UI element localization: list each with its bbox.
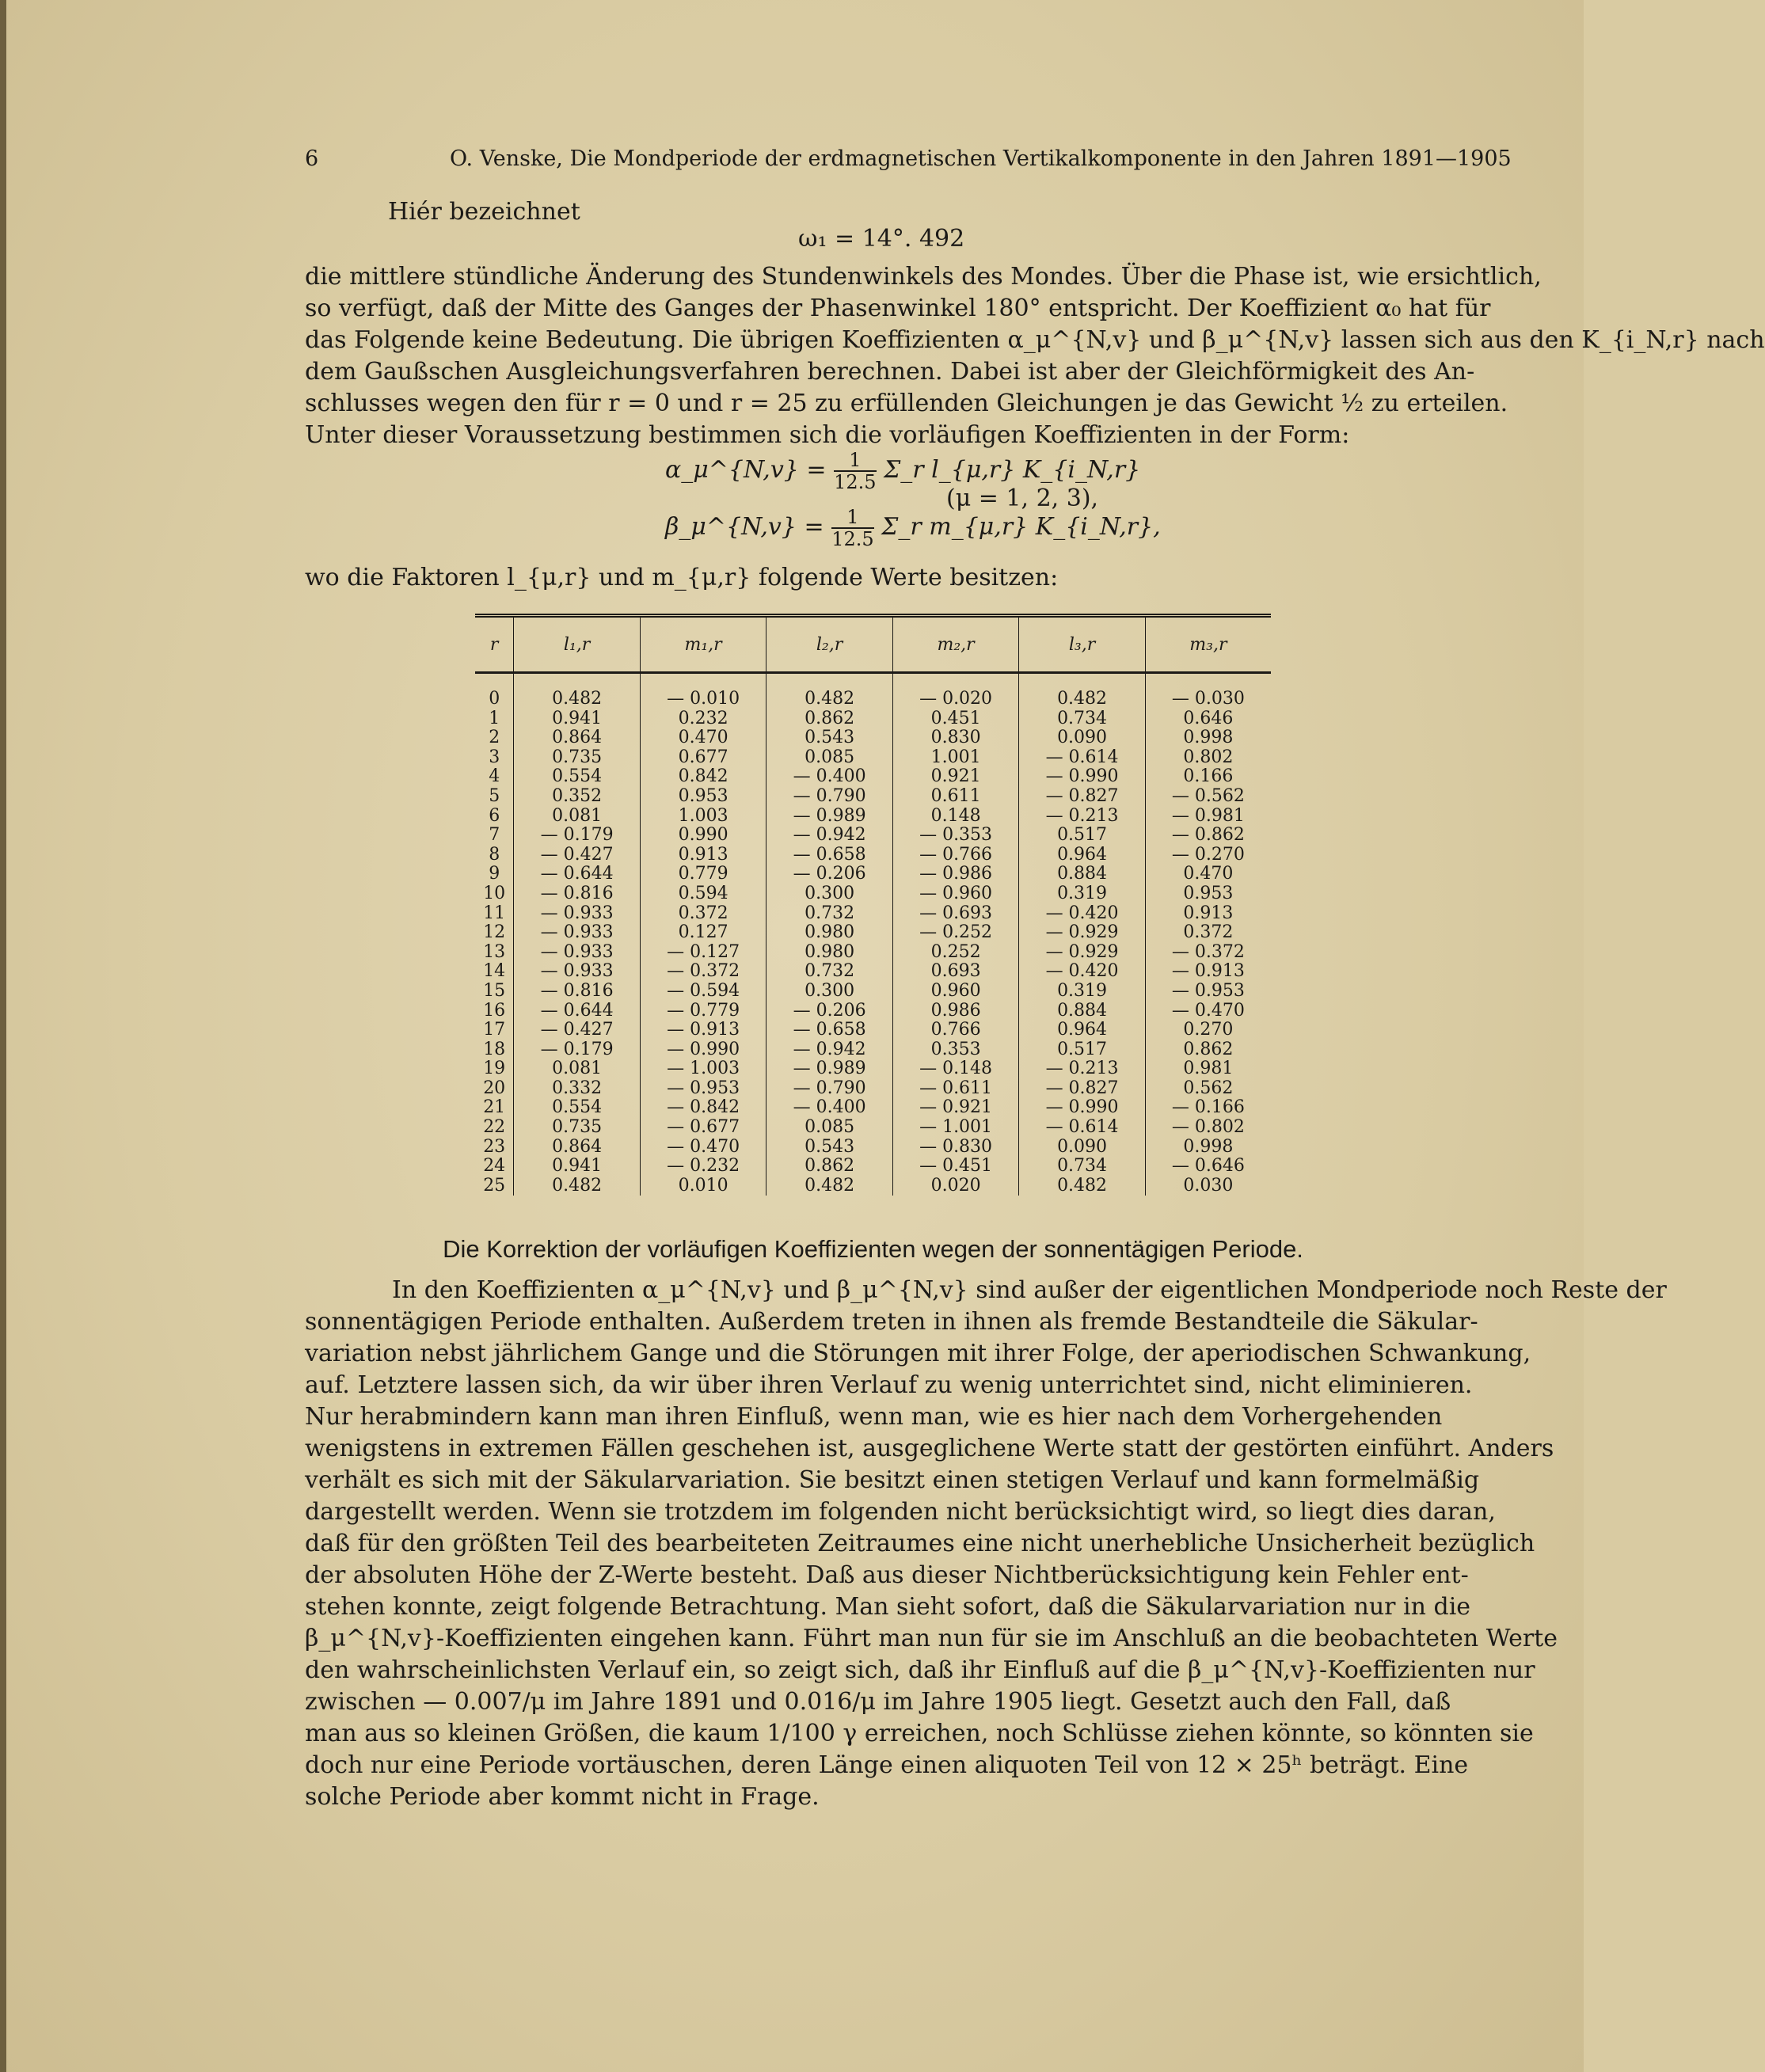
paragraph-2-line: dargestellt werden. Wenn sie trotzdem im folgenden nicht berücksichtigt wird, so liegt dies daran,	[305, 1498, 1496, 1526]
table-row	[475, 673, 1271, 709]
table-row	[475, 1059, 1271, 1079]
table-cell: 0.998	[1145, 1138, 1271, 1158]
table-cell: — 0.644	[514, 1002, 640, 1021]
table-cell: 0.127	[640, 923, 766, 943]
table-cell: 0.998	[1145, 728, 1271, 748]
table-cell: 0.734	[1019, 1157, 1145, 1177]
table-cell: — 0.953	[640, 1079, 766, 1099]
table-row	[475, 748, 1271, 768]
table-cell: — 0.953	[1145, 982, 1271, 1002]
table-cell: — 0.206	[766, 1002, 892, 1021]
table-cell: 0.864	[514, 728, 640, 748]
table-cell: 25	[483, 1175, 506, 1196]
table-row	[475, 865, 1271, 884]
table-row	[475, 846, 1271, 865]
table-cell: — 0.981	[1145, 807, 1271, 827]
table-row	[475, 962, 1271, 982]
table-cell: — 0.179	[514, 1040, 640, 1060]
table-cell: 6	[489, 805, 500, 826]
table-cell: — 0.427	[514, 1021, 640, 1040]
table-cell: 24	[483, 1156, 506, 1177]
table-cell: 5	[489, 785, 500, 806]
alpha-fraction	[834, 450, 876, 492]
table-cell: — 0.989	[766, 807, 892, 827]
table-cell: — 0.594	[640, 982, 766, 1002]
table-row	[475, 1002, 1271, 1021]
table-cell: 0.543	[766, 1138, 892, 1158]
table-cell: 0.554	[514, 1098, 640, 1118]
table-cell: 0.981	[1145, 1059, 1271, 1079]
table-cell: — 0.933	[514, 923, 640, 943]
table-cell: — 1.001	[892, 1118, 1018, 1138]
table-cell: 0.862	[766, 1157, 892, 1177]
table-cell: — 0.658	[766, 1021, 892, 1040]
table-cell: 0.543	[766, 728, 892, 748]
table-cell: 0.913	[640, 846, 766, 865]
table-cell: 13	[483, 941, 506, 962]
beta-formula	[665, 507, 1161, 549]
table-cell: — 0.166	[1145, 1098, 1271, 1118]
table-cell: 14	[483, 961, 506, 982]
table-cell: — 0.353	[892, 826, 1018, 846]
table-cell: — 0.677	[640, 1118, 766, 1138]
paragraph-2-line: der absoluten Höhe der Z-Werte besteht. Daß aus dieser Nichtberücksichtigung kein Fehler ent-	[305, 1561, 1469, 1589]
paragraph-2-line: In den Koeffizienten α_μ^{N,v} und β_μ^{N,v} sind außer der eigentlichen Mondperiode noch Reste der	[392, 1276, 1667, 1304]
table-cell: 0.964	[1019, 1021, 1145, 1040]
table-cell: 0.921	[892, 767, 1018, 787]
table-cell: — 0.020	[892, 673, 1018, 709]
table-cell: 21	[483, 1097, 506, 1118]
table-cell: — 0.427	[514, 846, 640, 865]
running-header	[305, 146, 1512, 178]
table-cell: 0.941	[514, 709, 640, 729]
table-cell: 0.470	[1145, 865, 1271, 884]
table-cell: 0.941	[514, 1157, 640, 1177]
table-cell: 0.735	[514, 748, 640, 768]
table-cell: 0.554	[514, 767, 640, 787]
table-cell: 0.470	[640, 728, 766, 748]
table-cell: — 0.990	[1019, 767, 1145, 787]
table-row	[475, 1138, 1271, 1158]
table-cell: 0.953	[1145, 884, 1271, 904]
table-cell: 17	[483, 1020, 506, 1040]
table-cell: — 0.802	[1145, 1118, 1271, 1138]
paragraph-2-line: zwischen — 0.007/μ im Jahre 1891 und 0.016/μ im Jahre 1905 liegt. Gesetzt auch den Fall, daß	[305, 1688, 1451, 1716]
page-number: 6	[305, 146, 319, 171]
table-header-cell: r	[475, 616, 514, 673]
table-cell: — 0.960	[892, 884, 1018, 904]
table-cell: 0.980	[766, 943, 892, 963]
table-cell: — 0.693	[892, 904, 1018, 924]
table-cell: 1.001	[892, 748, 1018, 768]
table-cell: 20	[483, 1078, 506, 1098]
table-cell: 2	[489, 728, 500, 748]
paragraph-2-line: sonnentägigen Periode enthalten. Außerdem treten in ihnen als fremde Bestandteile die Säkular-	[305, 1308, 1478, 1336]
fraction-denominator: 12.5	[831, 528, 874, 550]
table-cell: — 0.779	[640, 1002, 766, 1021]
table-cell: 0.830	[892, 728, 1018, 748]
table-cell: — 0.646	[1145, 1157, 1271, 1177]
table-cell: 0.353	[892, 1040, 1018, 1060]
table-cell: — 0.372	[640, 962, 766, 982]
paragraph-2-line: daß für den größten Teil des bearbeiteten Zeitraumes eine nicht unerhebliche Unsicherheit bezüglich	[305, 1530, 1535, 1557]
scan-edge	[0, 0, 6, 2072]
table-cell: — 0.252	[892, 923, 1018, 943]
table-cell: 18	[483, 1039, 506, 1059]
paragraph-2-line: verhält es sich mit der Säkularvariation. Sie besitzt einen stetigen Verlauf und kann formelmäßig	[305, 1466, 1480, 1494]
table-cell: 0.766	[892, 1021, 1018, 1040]
table-cell: — 0.942	[766, 826, 892, 846]
table-row	[475, 1021, 1271, 1040]
table-cell: 0.166	[1145, 767, 1271, 787]
paragraph-1-line: so verfügt, daß der Mitte des Ganges der Phasenwinkel 180° entspricht. Der Koeffizient α₀ hat für	[305, 295, 1491, 322]
table-cell: 0.482	[1019, 673, 1145, 709]
table-cell: 0.085	[766, 748, 892, 768]
table-cell: 0.030	[1145, 1177, 1271, 1196]
table-cell: — 1.003	[640, 1059, 766, 1079]
coefficient-table	[475, 614, 1271, 1196]
table-cell: 16	[483, 1000, 506, 1021]
paragraph-2	[305, 1275, 1667, 1813]
table-cell: 0.611	[892, 787, 1018, 807]
table-cell: 0.732	[766, 962, 892, 982]
table-cell: — 0.010	[640, 673, 766, 709]
table-cell: — 0.913	[640, 1021, 766, 1040]
table-header-cell: l₂,r	[766, 616, 892, 673]
table-cell: 0.148	[892, 807, 1018, 827]
table-cell: — 0.990	[1019, 1098, 1145, 1118]
table-cell: — 0.658	[766, 846, 892, 865]
table-cell: 0.081	[514, 807, 640, 827]
table-row	[475, 807, 1271, 827]
table-row	[475, 1118, 1271, 1138]
table-cell: 0.802	[1145, 748, 1271, 768]
table-cell: — 0.989	[766, 1059, 892, 1079]
paragraph-1-line: schlusses wegen den für r = 0 und r = 25 zu erfüllenden Gleichungen je das Gewicht ½ zu erteilen.	[305, 390, 1508, 417]
table-cell: 0.953	[640, 787, 766, 807]
table-cell: 0.913	[1145, 904, 1271, 924]
table-cell: — 0.614	[1019, 1118, 1145, 1138]
table-cell: 0.332	[514, 1079, 640, 1099]
table-cell: 0.646	[1145, 709, 1271, 729]
table-header-cell: l₃,r	[1019, 616, 1145, 673]
table-cell: 10	[483, 883, 506, 903]
table-cell: — 0.942	[766, 1040, 892, 1060]
table-cell: — 0.933	[514, 962, 640, 982]
table-cell: — 0.420	[1019, 962, 1145, 982]
table-cell: 0.990	[640, 826, 766, 846]
paragraph-2-line: man aus so kleinen Größen, die kaum 1/100 γ erreichen, noch Schlüsse ziehen könnte, so könnten sie	[305, 1720, 1534, 1747]
table-cell: — 0.644	[514, 865, 640, 884]
table-cell: 0.884	[1019, 865, 1145, 884]
table-cell: — 0.562	[1145, 787, 1271, 807]
table-cell: 0.451	[892, 709, 1018, 729]
table-cell: 0.010	[640, 1177, 766, 1196]
table-cell: 0.562	[1145, 1079, 1271, 1099]
table-cell: — 0.933	[514, 943, 640, 963]
table-row	[475, 728, 1271, 748]
table-cell: 8	[489, 844, 500, 865]
table-cell: 0.964	[1019, 846, 1145, 865]
table-cell: 22	[483, 1117, 506, 1138]
table-cell: — 0.232	[640, 1157, 766, 1177]
table-row	[475, 1157, 1271, 1177]
table-cell: 15	[483, 980, 506, 1001]
table-row	[475, 923, 1271, 943]
table-cell: 0.677	[640, 748, 766, 768]
table-cell: — 0.470	[1145, 1002, 1271, 1021]
table-cell: 0.482	[514, 673, 640, 709]
fraction-numerator: 1	[834, 450, 876, 472]
table-cell: — 0.842	[640, 1098, 766, 1118]
section-title: Die Korrektion der vorläufigen Koeffizienten wegen der sonnentägigen Periode.	[443, 1235, 1303, 1263]
paragraph-2-line: Nur herabmindern kann man ihren Einfluß, wenn man, wie es hier nach dem Vorhergehenden	[305, 1403, 1443, 1431]
table-cell: 0.300	[766, 982, 892, 1002]
table-cell: — 0.206	[766, 865, 892, 884]
table-cell: 1.003	[640, 807, 766, 827]
table-row	[475, 884, 1271, 904]
table-cell: 0.372	[1145, 923, 1271, 943]
table-cell: 0.884	[1019, 1002, 1145, 1021]
paragraph-1-line: das Folgende keine Bedeutung. Die übrigen Koeffizienten α_μ^{N,v} und β_μ^{N,v} lassen sich aus den K_{i_N,r} nach	[305, 326, 1765, 354]
table-cell: 0.517	[1019, 826, 1145, 846]
paragraph-2-line: wenigstens in extremen Fällen geschehen ist, ausgeglichene Werte statt der gestörten einführt. Anders	[305, 1435, 1554, 1462]
table-intro: wo die Faktoren l_{μ,r} und m_{μ,r} folgende Werte besitzen:	[305, 564, 1059, 591]
alpha-lhs: α_μ^{N,v} =	[665, 456, 827, 484]
table-cell: — 0.213	[1019, 1059, 1145, 1079]
table-row	[475, 943, 1271, 963]
table-cell: — 0.986	[892, 865, 1018, 884]
table-cell: — 0.270	[1145, 846, 1271, 865]
table-cell: 0.960	[892, 982, 1018, 1002]
table-cell: 0.862	[1145, 1040, 1271, 1060]
table-cell: 19	[483, 1059, 506, 1079]
table-cell: 0.482	[514, 1177, 640, 1196]
table-cell: — 0.470	[640, 1138, 766, 1158]
table-row	[475, 1079, 1271, 1099]
table-cell: 0.693	[892, 962, 1018, 982]
paragraph-2-line: β_μ^{N,v}-Koeffizienten eingehen kann. Führt man nun für sie im Anschluß an die beobachteten Werte	[305, 1625, 1558, 1652]
table-cell: — 0.030	[1145, 673, 1271, 709]
table-cell: 0	[489, 689, 500, 709]
table-cell: 0.252	[892, 943, 1018, 963]
table-cell: — 0.830	[892, 1138, 1018, 1158]
table-row	[475, 904, 1271, 924]
table-cell: 0.352	[514, 787, 640, 807]
table-cell: — 0.990	[640, 1040, 766, 1060]
table-cell: 3	[489, 747, 500, 767]
table-cell: 0.020	[892, 1177, 1018, 1196]
table-cell: — 0.766	[892, 846, 1018, 865]
table-cell: 0.986	[892, 1002, 1018, 1021]
paragraph-1-line: die mittlere stündliche Änderung des Stundenwinkels des Mondes. Über die Phase ist, wie ersichtlich,	[305, 263, 1542, 291]
table-cell: 0.319	[1019, 884, 1145, 904]
paragraph-2-line: doch nur eine Periode vortäuschen, deren Länge einen aliquoten Teil von 12 × 25ʰ beträgt. Eine	[305, 1751, 1469, 1779]
table-cell: — 0.913	[1145, 962, 1271, 982]
table-cell: 0.319	[1019, 982, 1145, 1002]
table-row	[475, 1098, 1271, 1118]
table-cell: — 0.862	[1145, 826, 1271, 846]
table-cell: 9	[489, 864, 500, 884]
table-cell: 0.517	[1019, 1040, 1145, 1060]
paragraph-2-line: variation nebst jährlichem Gange und die Störungen mit ihrer Folge, der aperiodischen Schwankung,	[305, 1340, 1531, 1367]
table-cell: — 0.929	[1019, 943, 1145, 963]
table-cell: 0.081	[514, 1059, 640, 1079]
table-cell: — 0.400	[766, 767, 892, 787]
paragraph-2-line: den wahrscheinlichsten Verlauf ein, so zeigt sich, daß ihr Einfluß auf die β_μ^{N,v}-Koeffizienten nur	[305, 1656, 1535, 1684]
paragraph-1-line: Unter dieser Voraussetzung bestimmen sich die vorläufigen Koeffizienten in der Form:	[305, 421, 1350, 449]
table-cell: 0.842	[640, 767, 766, 787]
table-cell: 0.270	[1145, 1021, 1271, 1040]
omega-formula: ω₁ = 14°. 492	[798, 225, 965, 253]
table-cell: 0.735	[514, 1118, 640, 1138]
table-cell: — 0.179	[514, 826, 640, 846]
table-cell: 0.232	[640, 709, 766, 729]
alpha-rhs: Σ_r l_{μ,r} K_{i_N,r}	[884, 456, 1141, 484]
table-cell: 0.090	[1019, 728, 1145, 748]
table-cell: 7	[489, 825, 500, 846]
table-header-cell: m₃,r	[1145, 616, 1271, 673]
table-cell: 0.482	[766, 1177, 892, 1196]
table-cell: — 0.451	[892, 1157, 1018, 1177]
table-cell: — 0.827	[1019, 1079, 1145, 1099]
table-cell: — 0.400	[766, 1098, 892, 1118]
table-header-cell: l₁,r	[514, 616, 640, 673]
table-cell: 0.980	[766, 923, 892, 943]
paragraph-1	[305, 261, 1765, 451]
table-row	[475, 1040, 1271, 1060]
table-cell: — 0.933	[514, 904, 640, 924]
table-cell: — 0.420	[1019, 904, 1145, 924]
table-cell: — 0.921	[892, 1098, 1018, 1118]
table-cell: 1	[489, 708, 500, 728]
fraction-numerator: 1	[831, 507, 873, 529]
table-cell: 12	[483, 922, 506, 943]
table-cell: — 0.816	[514, 982, 640, 1002]
table-cell: — 0.790	[766, 1079, 892, 1099]
table-cell: 0.734	[1019, 709, 1145, 729]
table-cell: — 0.790	[766, 787, 892, 807]
table-cell: 0.779	[640, 865, 766, 884]
table-cell: 0.864	[514, 1138, 640, 1158]
table-cell: 11	[483, 903, 506, 923]
table-row	[475, 709, 1271, 729]
table-cell: — 0.611	[892, 1079, 1018, 1099]
paragraph-2-line: stehen konnte, zeigt folgende Betrachtung. Man sieht sofort, daß die Säkularvariation nur in die	[305, 1593, 1471, 1621]
table-cell: 0.482	[766, 673, 892, 709]
intro-text: Hiér bezeichnet	[388, 198, 580, 226]
table-cell: 0.085	[766, 1118, 892, 1138]
table-cell: 0.594	[640, 884, 766, 904]
paragraph-2-line: auf. Letztere lassen sich, da wir über ihren Verlauf zu wenig unterrichtet sind, nicht eliminieren.	[305, 1371, 1473, 1399]
table-cell: — 0.372	[1145, 943, 1271, 963]
table-cell: 0.732	[766, 904, 892, 924]
mu-condition: (μ = 1, 2, 3),	[946, 485, 1099, 512]
table-cell: 0.300	[766, 884, 892, 904]
table-cell: — 0.148	[892, 1059, 1018, 1079]
fraction-denominator: 12.5	[834, 471, 877, 493]
table-row	[475, 767, 1271, 787]
table-header-cell: m₂,r	[892, 616, 1018, 673]
table-header-cell: m₁,r	[640, 616, 766, 673]
beta-lhs: β_μ^{N,v} =	[665, 513, 824, 541]
table-cell: 0.482	[1019, 1177, 1145, 1196]
table-row	[475, 1177, 1271, 1196]
table-cell: — 0.929	[1019, 923, 1145, 943]
paragraph-1-line: dem Gaußschen Ausgleichungsverfahren berechnen. Dabei ist aber der Gleichförmigkeit des An-	[305, 358, 1475, 386]
table-cell: — 0.614	[1019, 748, 1145, 768]
table-cell: — 0.816	[514, 884, 640, 904]
table-cell: 4	[489, 766, 500, 787]
table-cell: 23	[483, 1136, 506, 1157]
table-row	[475, 787, 1271, 807]
table-header-row	[475, 616, 1271, 673]
beta-fraction	[831, 507, 873, 549]
table-cell: 0.862	[766, 709, 892, 729]
table-cell: — 0.127	[640, 943, 766, 963]
table-cell: — 0.213	[1019, 807, 1145, 827]
table-row	[475, 826, 1271, 846]
table-cell: 0.372	[640, 904, 766, 924]
table-cell: — 0.827	[1019, 787, 1145, 807]
table-cell: 0.090	[1019, 1138, 1145, 1158]
table-row	[475, 982, 1271, 1002]
paragraph-2-line: solche Periode aber kommt nicht in Frage.	[305, 1783, 820, 1811]
header-title: O. Venske, Die Mondperiode der erdmagnetischen Vertikalkomponente in den Jahren 1891—1905	[450, 146, 1512, 171]
beta-rhs: Σ_r m_{μ,r} K_{i_N,r},	[881, 513, 1161, 541]
